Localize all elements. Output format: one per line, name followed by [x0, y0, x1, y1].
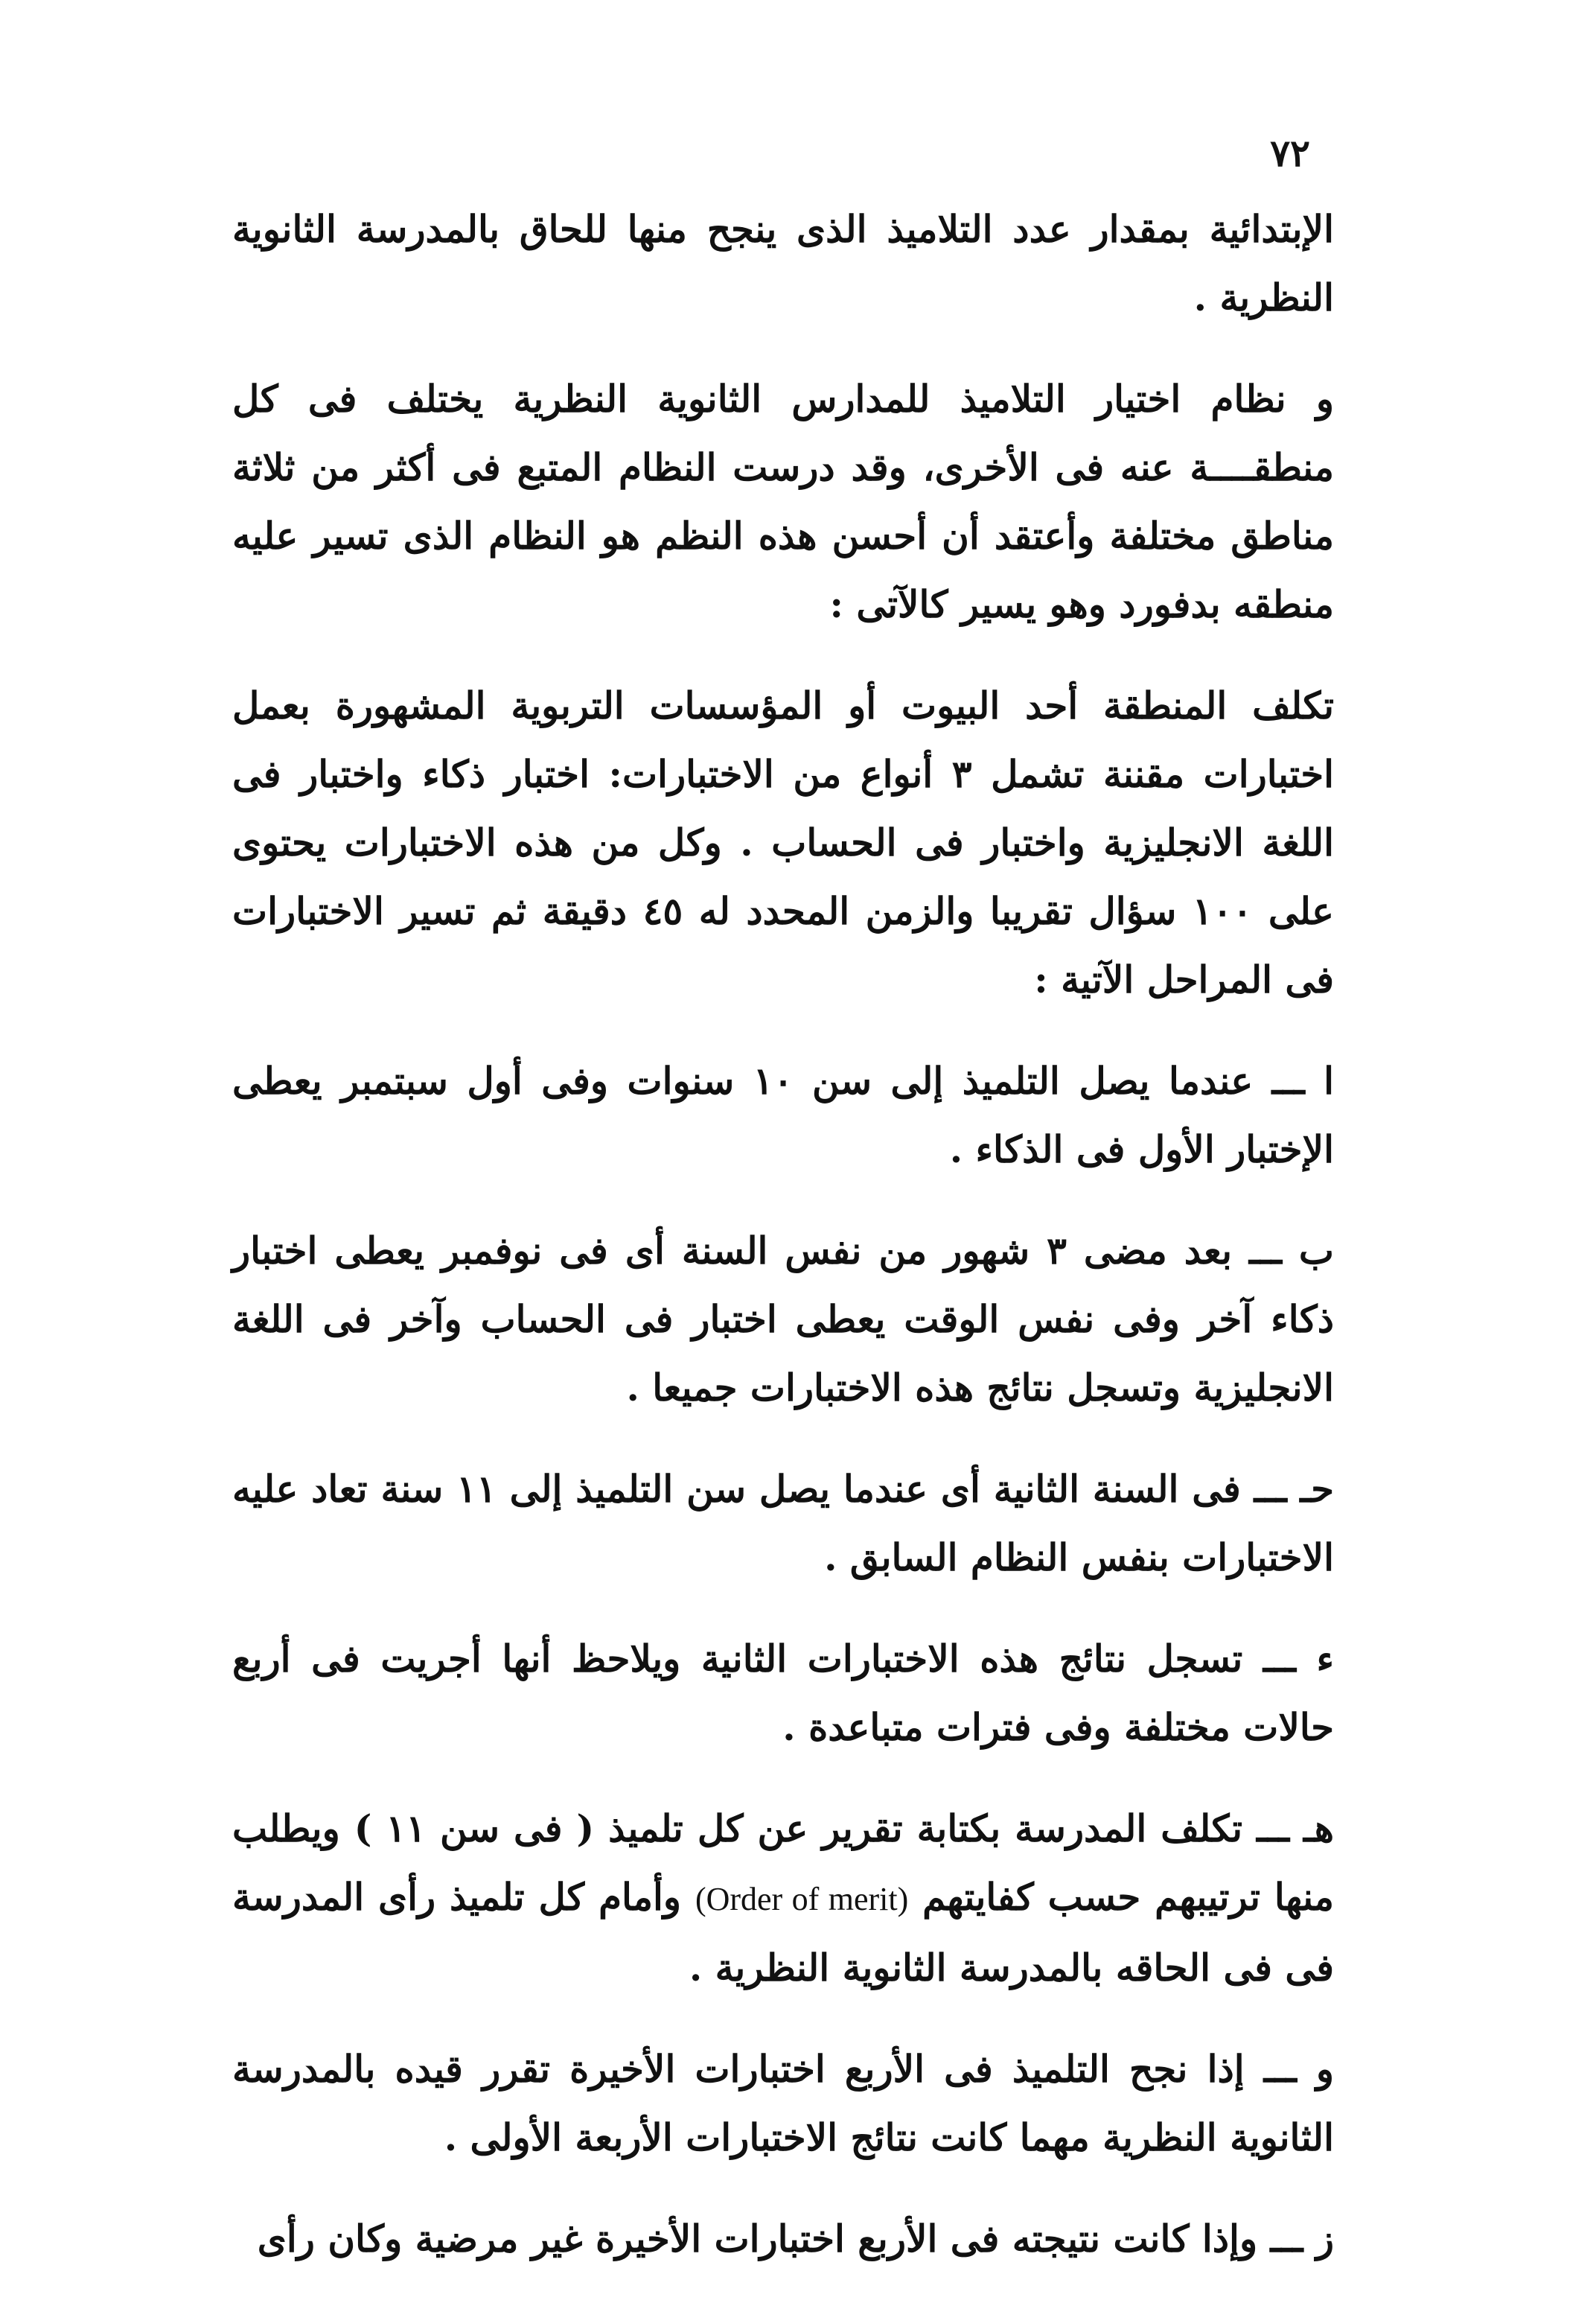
paragraph-selection-system: و نظام اختيار التلاميذ للمدارس الثانوية النظرية يختلف فى كل منطقــــة عنه فى الأخرى، وقد درست النظام المتبع فى أكثر من ثلاثة مناطق مختلفة وأعتقد أن أحسن هذه النظم هو النظام الذى تسير عليه منطقه بدفورد وهو يسير كالآتى : [232, 377, 1334, 626]
list-item-c: حـ ـــ فى السنة الثانية أى عندما يصل سن التلميذ إلى ١١ سنة تعاد عليه الاختبارات بنفس النظام السابق . [232, 1467, 1334, 1579]
list-item-g: ز ـــ وإذا كانت نتيجته فى الأربع اختبارات الأخيرة غير مرضية وكان رأى [257, 2217, 1334, 2261]
body-text [232, 195, 1334, 2306]
paragraph-standardized-tests: تكلف المنطقة أحد البيوت أو المؤسسات التربوية المشهورة بعمل اختبارات مقننة تشمل ٣ أنواع من الاختبارات: اختبار ذكاء واختبار فى اللغة الانجليزية واختبار فى الحساب . وكل من هذه الاختبارات يحتوى على ١٠٠ سؤال تقريبا والزمن المحدد له ٤٥ دقيقة ثم تسير الاختبارات فى المراحل الآتية : [232, 684, 1334, 1001]
list-item-d: ء ـــ تسجل نتائج هذه الاختبارات الثانية ويلاحظ أنها أجريت فى أربع حالات مختلفة وفى فترات متباعدة . [232, 1637, 1334, 1749]
list-item-e [232, 1794, 1334, 2002]
paragraph-intro-continuation: الإبتدائية بمقدار عدد التلاميذ الذى ينجح منها للحاق بالمدرسة الثانوية النظرية . [232, 207, 1334, 319]
list-item-a: ا ـــ عندما يصل التلميذ إلى سن ١٠ سنوات وفى أول سبتمبر يعطى الإختبار الأول فى الذكاء . [232, 1059, 1335, 1171]
list-item-e-text-after: وأمام كل تلميذ رأى المدرسة فى فى الحاقه بالمدرسة الثانوية النظرية . [232, 1875, 1334, 1990]
list-item-f: و ـــ إذا نجح التلميذ فى الأربع اختبارات الأخيرة تقرر قيده بالمدرسة الثانوية النظرية مهما كانت نتائج الاختبارات الأربعة الأولى . [232, 2047, 1334, 2159]
list-item-e-text-before: هـ ـــ تكلف المدرسة بكتابة تقرير عن كل تلميذ ( فى سن ١١ ) ويطلب منها ترتيبهم حسب كفايتهم [232, 1806, 1334, 1919]
english-term-order-of-merit: (Order of merit) [695, 1881, 909, 1917]
list-item-b: ب ـــ بعد مضى ٣ شهور من نفس السنة أى فى نوفمبر يعطى اختبار ذكاء آخر وفى نفس الوقت يعطى اختبار فى الحساب وآخر فى اللغة الانجليزية وتسجل نتائج هذه الاختبارات جميعا . [232, 1229, 1334, 1410]
page-number: ٧٢ [1270, 131, 1310, 175]
